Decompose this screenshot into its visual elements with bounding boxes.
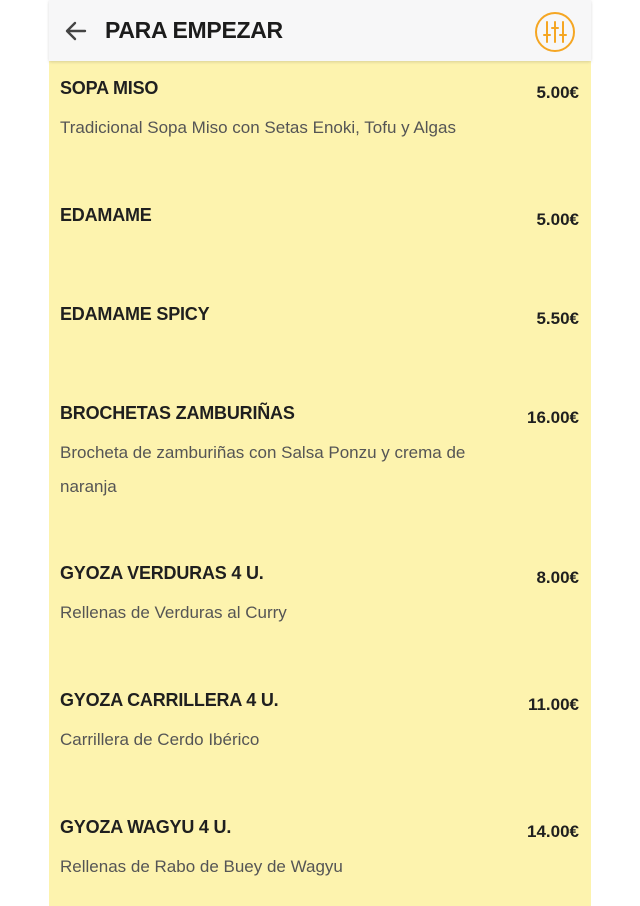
item-name: EDAMAME (60, 205, 152, 225)
item-name: GYOZA WAGYU 4 U. (60, 817, 232, 837)
page-title: PARA EMPEZAR (105, 17, 283, 43)
item-description: Rellenas de Rabo de Buey de Wagyu (60, 857, 343, 876)
menu-screen (49, 0, 591, 906)
item-price: 5.00€ (536, 210, 579, 229)
arrow-left-icon (63, 18, 89, 44)
back-button[interactable] (62, 17, 90, 45)
app-header (49, 0, 591, 61)
item-description: Carrillera de Cerdo Ibérico (60, 730, 260, 749)
item-price: 5.50€ (536, 309, 579, 328)
sliders-icon (542, 20, 568, 44)
item-name: SOPA MISO (60, 78, 159, 98)
item-name: EDAMAME SPICY (60, 304, 210, 324)
item-price: 11.00€ (527, 695, 579, 714)
item-name: BROCHETAS ZAMBURIÑAS (60, 403, 295, 423)
item-description: Brocheta de zamburiñas con Salsa Ponzu y crema de naranja (60, 443, 466, 496)
item-price: 8.00€ (536, 568, 579, 587)
item-name: GYOZA CARRILLERA 4 U. (60, 690, 279, 710)
item-name: GYOZA VERDURAS 4 U. (60, 563, 264, 583)
filter-button[interactable] (535, 12, 575, 52)
item-description: Rellenas de Verduras al Curry (60, 603, 287, 622)
item-price: 5.00€ (536, 83, 579, 102)
item-price: 14.00€ (527, 822, 579, 841)
item-description: Tradicional Sopa Miso con Setas Enoki, Tofu y Algas (60, 118, 456, 137)
item-price: 16.00€ (527, 408, 579, 427)
